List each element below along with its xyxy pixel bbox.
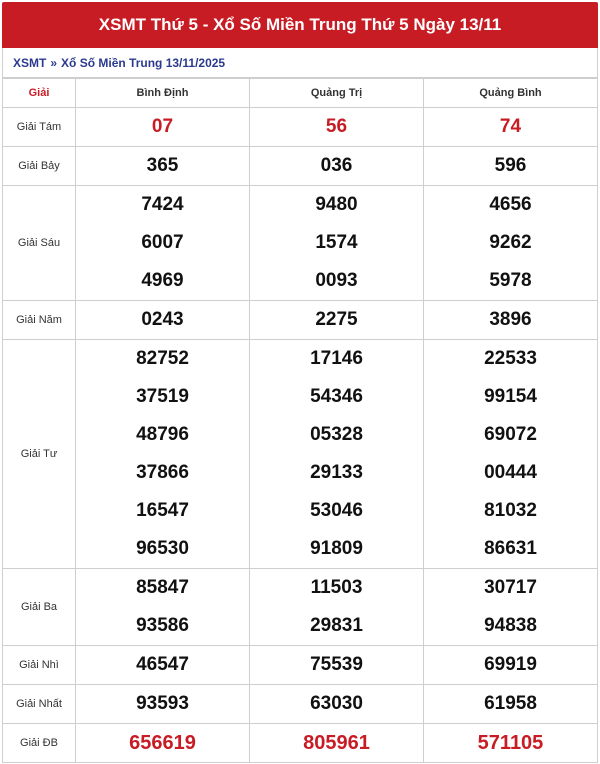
result-number: 96530 <box>136 538 189 559</box>
result-cell <box>76 147 250 186</box>
column-header-quang-tri: Quảng Trị <box>250 79 424 108</box>
result-number: 4656 <box>489 194 532 215</box>
result-number: 6007 <box>141 232 184 253</box>
result-number: 37519 <box>136 386 189 407</box>
result-cell <box>424 186 598 301</box>
table-row <box>3 646 598 685</box>
table-row <box>3 340 598 569</box>
result-cell <box>424 646 598 685</box>
prize-label: Giải ĐB <box>3 724 76 763</box>
results-widget <box>2 2 598 763</box>
result-number: 805961 <box>303 732 370 754</box>
table-row <box>3 724 598 763</box>
result-number: 07 <box>151 116 174 137</box>
result-number: 61958 <box>484 693 537 714</box>
result-cell <box>76 340 250 569</box>
prize-label: Giải Sáu <box>3 186 76 301</box>
result-cell <box>250 340 424 569</box>
result-number: 99154 <box>484 386 537 407</box>
result-number: 5978 <box>489 270 532 291</box>
result-number: 656619 <box>129 732 196 754</box>
result-number: 036 <box>320 155 353 176</box>
result-number: 54346 <box>310 386 363 407</box>
column-header-quang-binh: Quảng Bình <box>424 79 598 108</box>
table-row <box>3 186 598 301</box>
breadcrumb-separator: » <box>50 55 58 70</box>
result-number: 4969 <box>141 270 184 291</box>
result-cell <box>250 646 424 685</box>
result-cell <box>250 147 424 186</box>
table-row <box>3 301 598 340</box>
result-cell <box>424 340 598 569</box>
result-cell <box>424 569 598 646</box>
result-number: 00444 <box>484 462 537 483</box>
result-cell <box>76 685 250 724</box>
result-number: 0243 <box>141 309 184 330</box>
result-cell <box>250 685 424 724</box>
prize-label: Giải Tư <box>3 340 76 569</box>
result-number: 2275 <box>315 309 358 330</box>
prize-label: Giải Năm <box>3 301 76 340</box>
table-row <box>3 569 598 646</box>
result-number: 53046 <box>310 500 363 521</box>
result-number: 29133 <box>310 462 363 483</box>
table-row <box>3 108 598 147</box>
result-number: 37866 <box>136 462 189 483</box>
result-cell <box>76 108 250 147</box>
result-number: 94838 <box>484 615 537 636</box>
result-cell <box>424 724 598 763</box>
result-number: 74 <box>499 116 522 137</box>
result-number: 22533 <box>484 348 537 369</box>
breadcrumb-home-link[interactable]: XSMT <box>13 55 47 70</box>
result-number: 596 <box>494 155 527 176</box>
result-number: 69919 <box>484 654 537 675</box>
result-number: 85847 <box>136 577 189 598</box>
prize-label: Giải Ba <box>3 569 76 646</box>
result-cell <box>250 108 424 147</box>
result-number: 365 <box>146 155 179 176</box>
result-number: 48796 <box>136 424 189 445</box>
result-number: 29831 <box>310 615 363 636</box>
prize-label: Giải Nhất <box>3 685 76 724</box>
result-number: 05328 <box>310 424 363 445</box>
result-cell <box>250 724 424 763</box>
result-cell <box>424 685 598 724</box>
result-number: 3896 <box>489 309 532 330</box>
result-number: 56 <box>325 116 348 137</box>
result-number: 81032 <box>484 500 537 521</box>
column-header-binh-dinh: Bình Định <box>76 79 250 108</box>
result-cell <box>76 724 250 763</box>
prize-label: Giải Bảy <box>3 147 76 186</box>
result-number: 91809 <box>310 538 363 559</box>
result-number: 82752 <box>136 348 189 369</box>
result-number: 11503 <box>310 577 363 598</box>
table-header-row <box>3 79 598 108</box>
prize-label: Giải Nhì <box>3 646 76 685</box>
result-number: 93586 <box>136 615 189 636</box>
result-number: 93593 <box>136 693 189 714</box>
result-number: 63030 <box>310 693 363 714</box>
result-cell <box>250 186 424 301</box>
result-cell <box>76 569 250 646</box>
result-cell <box>424 108 598 147</box>
result-number: 7424 <box>141 194 184 215</box>
result-number: 75539 <box>310 654 363 675</box>
page-title: XSMT Thứ 5 - Xổ Số Miền Trung Thứ 5 Ngày 13/11 <box>2 2 598 48</box>
result-number: 69072 <box>484 424 537 445</box>
table-row <box>3 147 598 186</box>
result-number: 30717 <box>484 577 537 598</box>
result-cell <box>250 569 424 646</box>
result-number: 9480 <box>315 194 358 215</box>
result-number: 86631 <box>484 538 537 559</box>
result-number: 0093 <box>315 270 358 291</box>
result-number: 16547 <box>136 500 189 521</box>
result-cell <box>424 147 598 186</box>
result-cell <box>76 186 250 301</box>
result-cell <box>76 646 250 685</box>
prize-label: Giải Tám <box>3 108 76 147</box>
breadcrumb-current-link[interactable]: Xổ Số Miền Trung 13/11/2025 <box>61 55 226 70</box>
result-number: 9262 <box>489 232 532 253</box>
breadcrumb <box>2 48 598 78</box>
result-cell <box>76 301 250 340</box>
table-row <box>3 685 598 724</box>
result-number: 46547 <box>136 654 189 675</box>
result-number: 571105 <box>477 732 544 754</box>
result-number: 17146 <box>310 348 363 369</box>
results-table <box>2 78 598 763</box>
column-header-prize: Giải <box>3 79 76 108</box>
result-number: 1574 <box>315 232 358 253</box>
result-cell <box>424 301 598 340</box>
result-cell <box>250 301 424 340</box>
